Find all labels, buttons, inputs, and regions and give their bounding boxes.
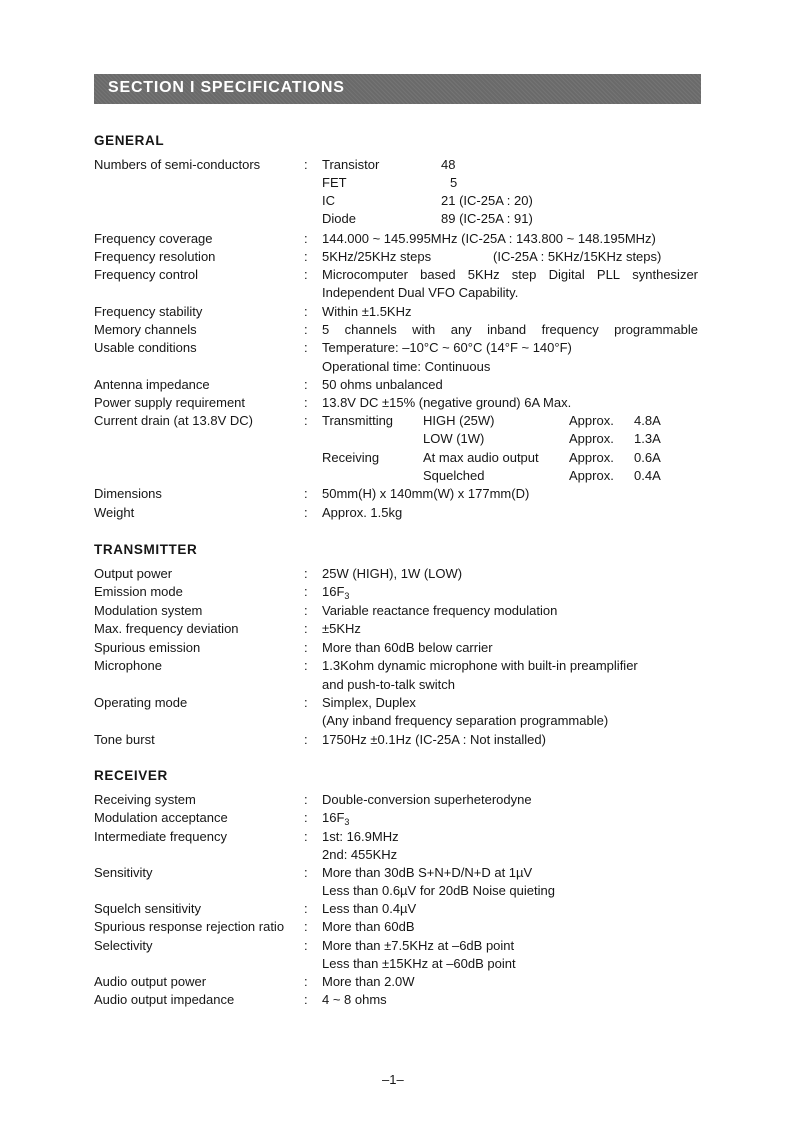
spec-value: Approx. 1.5kg: [322, 505, 403, 520]
spec-sensitivity: [0, 865, 794, 883]
colon: :: [304, 413, 308, 428]
word: with: [412, 322, 436, 337]
spec-value: 50mm(H) x 140mm(W) x 177mm(D): [322, 486, 530, 501]
colon: :: [304, 395, 308, 410]
spec-value: Less than 0.4µV: [322, 901, 417, 916]
spec-value: Double-conversion superheterodyne: [322, 792, 532, 807]
semiconductor-count: 21 (IC-25A : 20): [441, 193, 533, 208]
page-number: –1–: [382, 1072, 404, 1087]
spec-value: 1.3Kohm dynamic microphone with built-in preamplifier: [322, 658, 638, 673]
spec-power-supply: [0, 395, 794, 413]
spec-value: Independent Dual VFO Capability.: [322, 285, 519, 300]
spec-operating-mode-line2: [0, 713, 794, 731]
spec-frequency-resolution: [0, 249, 794, 267]
spec-spurious-emission: [0, 640, 794, 658]
spec-label: Memory channels: [94, 322, 197, 337]
spec-value: 1st: 16.9MHz: [322, 829, 399, 844]
semiconductor-name: Diode: [322, 211, 356, 226]
colon: :: [304, 792, 308, 807]
spec-label: Selectivity: [94, 938, 153, 953]
spec-antenna-impedance: [0, 377, 794, 395]
spec-tone-burst: [0, 732, 794, 750]
drain-approx: Approx.: [569, 413, 614, 428]
spec-audio-output-power: [0, 974, 794, 992]
spec-value: 2nd: 455KHz: [322, 847, 398, 862]
spec-value: [322, 584, 349, 599]
acceptance-main: 16F: [322, 810, 345, 825]
spec-usable-conditions: [0, 340, 794, 358]
spec-emission-mode: [0, 584, 794, 602]
spec-intermediate-frequency-line2: [0, 847, 794, 865]
drain-approx: Approx.: [569, 450, 614, 465]
colon: :: [304, 865, 308, 880]
spec-receiving-system: [0, 792, 794, 810]
colon: :: [304, 992, 308, 1007]
spec-microphone-line2: [0, 677, 794, 695]
colon: :: [304, 377, 308, 392]
spec-spurious-rejection: [0, 919, 794, 937]
drain-mode: Transmitting: [322, 413, 394, 428]
spec-current-drain-row: [0, 468, 794, 486]
spec-label: Receiving system: [94, 792, 196, 807]
section-banner: [94, 74, 701, 104]
spec-semiconductors: [0, 157, 794, 175]
spec-value: 50 ohms unbalanced: [322, 377, 443, 392]
spec-label: Audio output impedance: [94, 992, 235, 1007]
semiconductor-count: 89 (IC-25A : 91): [441, 211, 533, 226]
spec-label: Audio output power: [94, 974, 207, 989]
spec-label: Max. frequency deviation: [94, 621, 239, 636]
spec-value: Operational time: Continuous: [322, 359, 491, 374]
colon: :: [304, 974, 308, 989]
spec-sensitivity-line2: [0, 883, 794, 901]
colon: :: [304, 505, 308, 520]
spec-value: More than 60dB: [322, 919, 415, 934]
word: any: [450, 322, 472, 337]
semiconductor-count: 48: [441, 157, 456, 172]
colon: :: [304, 810, 308, 825]
colon: :: [304, 249, 308, 264]
spec-value: 25W (HIGH), 1W (LOW): [322, 566, 463, 581]
spec-value: Simplex, Duplex: [322, 695, 416, 710]
spec-selectivity-line2: [0, 956, 794, 974]
spec-value: 5KHz/25KHz steps: [322, 249, 432, 264]
spec-value: 4 ~ 8 ohms: [322, 992, 387, 1007]
spec-frequency-deviation: [0, 621, 794, 639]
spec-label: Frequency resolution: [94, 249, 216, 264]
spec-value-variant: (IC-25A : 5KHz/15KHz steps): [493, 249, 662, 264]
colon: :: [304, 919, 308, 934]
spec-intermediate-frequency: [0, 829, 794, 847]
drain-condition: Squelched: [423, 468, 485, 483]
spec-modulation-acceptance: [0, 810, 794, 828]
spec-label: Usable conditions: [94, 340, 197, 355]
spec-value: Within ±1.5KHz: [322, 304, 412, 319]
spec-current-drain-row: [0, 450, 794, 468]
spec-frequency-coverage: [0, 231, 794, 249]
drain-approx: Approx.: [569, 431, 614, 446]
spec-label: Frequency control: [94, 267, 199, 282]
spec-value: [322, 810, 349, 825]
spec-label: Sensitivity: [94, 865, 153, 880]
spec-value: 13.8V DC ±15% (negative ground) 6A Max.: [322, 395, 572, 410]
colon: :: [304, 640, 308, 655]
spec-value: ±5KHz: [322, 621, 361, 636]
colon: :: [304, 486, 308, 501]
word: Microcomputer: [322, 267, 408, 282]
spec-dimensions: [0, 486, 794, 504]
spec-label: Weight: [94, 505, 135, 520]
spec-label: Power supply requirement: [94, 395, 246, 410]
colon: :: [304, 267, 308, 282]
spec-current-drain-row: [0, 431, 794, 449]
spec-label: Dimensions: [94, 486, 162, 501]
spec-weight: [0, 505, 794, 523]
semiconductor-name: Transistor: [322, 157, 380, 172]
drain-mode: Receiving: [322, 450, 380, 465]
spec-label: Spurious response rejection ratio: [94, 919, 285, 934]
drain-condition: LOW (1W): [423, 431, 485, 446]
colon: :: [304, 304, 308, 319]
spec-value-justified: [322, 267, 698, 282]
spec-usable-conditions-line2: [0, 359, 794, 377]
word: channels: [344, 322, 397, 337]
spec-selectivity: [0, 938, 794, 956]
colon: :: [304, 658, 308, 673]
spec-value: Variable reactance frequency modulation: [322, 603, 558, 618]
colon: :: [304, 584, 308, 599]
spec-value: 144.000 ~ 145.995MHz (IC-25A : 143.800 ~ 148.195MHz): [322, 231, 656, 246]
word: frequency: [541, 322, 599, 337]
spec-label: Output power: [94, 566, 173, 581]
receiver-heading: RECEIVER: [94, 768, 168, 783]
word: synthesizer: [632, 267, 698, 282]
colon: :: [304, 829, 308, 844]
spec-value: More than 30dB S+N+D/N+D at 1µV: [322, 865, 533, 880]
spec-frequency-stability: [0, 304, 794, 322]
spec-semiconductors-ic: [0, 193, 794, 211]
colon: :: [304, 340, 308, 355]
spec-label: Modulation acceptance: [94, 810, 228, 825]
spec-label: Frequency stability: [94, 304, 203, 319]
spec-frequency-control: [0, 267, 794, 285]
colon: :: [304, 157, 308, 172]
spec-value: More than ±7.5KHz at –6dB point: [322, 938, 515, 953]
word: Digital: [548, 267, 585, 282]
spec-label: Intermediate frequency: [94, 829, 227, 844]
spec-label: Tone burst: [94, 732, 155, 747]
emission-sub: 3: [344, 591, 350, 601]
spec-label: Emission mode: [94, 584, 183, 599]
word: PLL: [596, 267, 621, 282]
acceptance-sub: 3: [344, 817, 350, 827]
spec-squelch-sensitivity: [0, 901, 794, 919]
spec-value: Less than 0.6µV for 20dB Noise quieting: [322, 883, 555, 898]
spec-semiconductors-fet: [0, 175, 794, 193]
spec-value-justified: [322, 322, 698, 337]
transmitter-heading: TRANSMITTER: [94, 542, 198, 557]
spec-value: More than 2.0W: [322, 974, 415, 989]
drain-approx: Approx.: [569, 468, 614, 483]
semiconductor-name: FET: [322, 175, 347, 190]
spec-label: Operating mode: [94, 695, 188, 710]
word: 5: [322, 322, 330, 337]
section-title: SECTION I SPECIFICATIONS: [108, 79, 345, 96]
colon: :: [304, 732, 308, 747]
colon: :: [304, 621, 308, 636]
spec-label: Current drain (at 13.8V DC): [94, 413, 253, 428]
semiconductor-name: IC: [322, 193, 335, 208]
colon: :: [304, 322, 308, 337]
semiconductor-count: 5: [450, 175, 458, 190]
word: step: [511, 267, 537, 282]
colon: :: [304, 901, 308, 916]
spec-label: Microphone: [94, 658, 162, 673]
word: based: [420, 267, 456, 282]
spec-value: 1750Hz ±0.1Hz (IC-25A : Not installed): [322, 732, 546, 747]
spec-memory-channels: [0, 322, 794, 340]
spec-value: and push-to-talk switch: [322, 677, 455, 692]
spec-value: Less than ±15KHz at –60dB point: [322, 956, 516, 971]
spec-value: More than 60dB below carrier: [322, 640, 493, 655]
colon: :: [304, 695, 308, 710]
spec-modulation-system: [0, 603, 794, 621]
spec-label: Frequency coverage: [94, 231, 213, 246]
drain-condition: HIGH (25W): [423, 413, 495, 428]
colon: :: [304, 603, 308, 618]
spec-current-drain: [0, 413, 794, 431]
colon: :: [304, 938, 308, 953]
spec-label: Numbers of semi-conductors: [94, 157, 261, 172]
spec-label: Squelch sensitivity: [94, 901, 201, 916]
word: 5KHz: [467, 267, 500, 282]
spec-output-power: [0, 566, 794, 584]
general-heading: GENERAL: [94, 133, 165, 148]
spec-semiconductors-diode: [0, 211, 794, 229]
spec-microphone: [0, 658, 794, 676]
spec-value: (Any inband frequency separation programmable): [322, 713, 609, 728]
spec-operating-mode: [0, 695, 794, 713]
drain-amps: 4.8A: [634, 413, 661, 428]
spec-label: Modulation system: [94, 603, 203, 618]
drain-amps: 1.3A: [634, 431, 661, 446]
spec-frequency-control-line2: [0, 285, 794, 303]
spec-label: Antenna impedance: [94, 377, 210, 392]
word: programmable: [614, 322, 698, 337]
spec-value: Temperature: –10°C ~ 60°C (14°F ~ 140°F): [322, 340, 572, 355]
colon: :: [304, 231, 308, 246]
word: inband: [487, 322, 527, 337]
drain-amps: 0.6A: [634, 450, 661, 465]
spec-audio-output-impedance: [0, 992, 794, 1010]
emission-main: 16F: [322, 584, 345, 599]
colon: :: [304, 566, 308, 581]
drain-condition: At max audio output: [423, 450, 539, 465]
spec-label: Spurious emission: [94, 640, 201, 655]
drain-amps: 0.4A: [634, 468, 661, 483]
